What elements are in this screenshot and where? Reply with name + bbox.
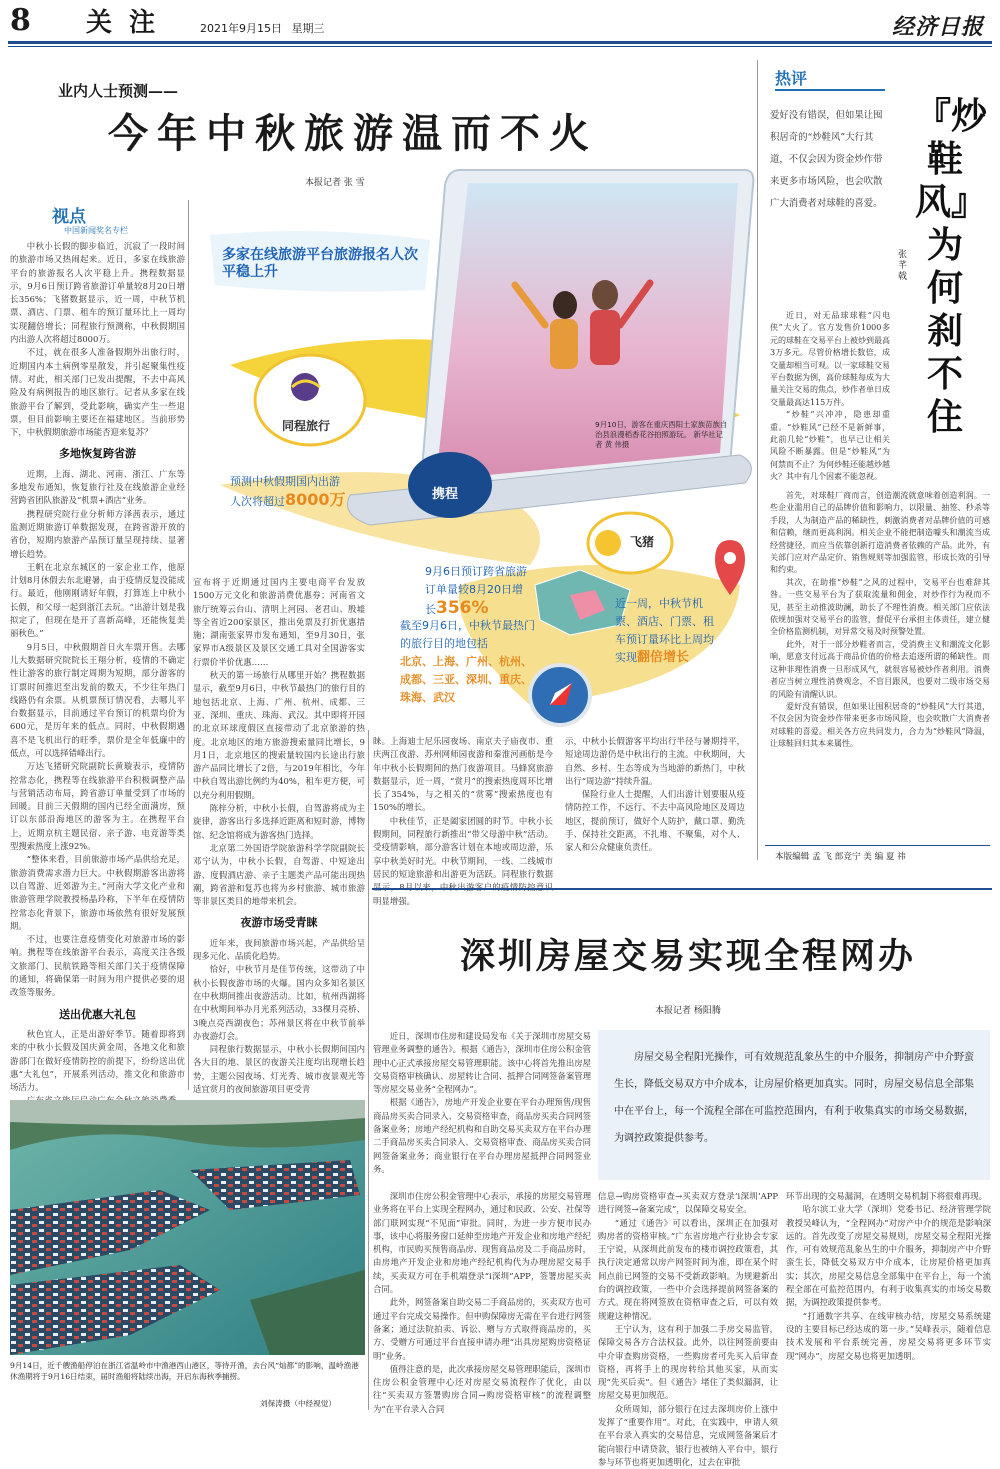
- viewpoint-tag: [52, 202, 162, 236]
- paragraph: 中秋佳节，正是阖家团圆的时节。中秋小长假期间，同程旅行新推出“带父母游中秋”活动。受疫情影响，部分游客计划在本地或周边游，乐享中秋美好时光。中秋节期间，一线、二线城市居民的短途旅游和出游更为活跃。同程旅行数据 明显增强。: [373, 815, 553, 906]
- paragraph: 携程研究院行业分析师方泽茜表示，通过监测近期旅游订单数据发现，在跨省游开放的省份，短期内旅游产品预订量呈现持续、显著增长趋势。: [10, 508, 185, 559]
- headline-char: 何: [926, 267, 963, 309]
- headline-char: 鞋: [926, 138, 963, 180]
- housing-byline: 本报记者 杨阳腾: [655, 1006, 721, 1016]
- paragraph: 王帆在北京东城区的一家企业工作，他原计划8月休假去东北避暑，由于疫情反复没能成行。最近，他刚刚请好年假，打算连上中秋小长假，和父母一起到浙江去玩。“出游计划是我拟定了，但现在是开了喜新高峰，还能恢复美丽秋色。”: [10, 561, 185, 639]
- subheading-cross-province: 多地恢复跨省游: [59, 447, 136, 461]
- paragraph: 秋天的第一场旅行从哪里开始？携程数据显示，截至9月6日，中秋节最热门的旅行目的地包括北京、上海、广州、杭州、成都、三亚、深圳、重庆、珠海、武汉。其中即将开园的北京环球度假区直接带动了北京旅游的热度。北京地区的地方旅游搜索量同比增长，9月1日，北京地区的搜索量较国内长途出行旅游产品同比增长了2倍，与2019年相比，今年中秋自驾出游比例约为40%，租车更方便，可以充分利用假期。: [193, 670, 365, 800]
- paragraph: 陈梓分析，中秋小长假，自驾游将成为主旋律，游客出行多选择近距离和短时游，博物馆、纪念馆将成为游客热门选择。: [193, 803, 365, 840]
- tongcheng-stat: [230, 473, 440, 511]
- paragraph: 深圳市住房公积金管理中心表示，承接的房屋交易管理业务将在平台上实现全程网办，通过和民政、公安、社保等部门联网实现“不见面”审批。同时，为进一步方便市民办事，该中心将服务窗口延伸至房地产开发企业和房地产经纪机构，市民购买预售商品房、现售商品房及二手商品房时，由房地产开发企业和房地产经纪机构代为办理房屋交易手续，买卖双方可在手机端登录“i深圳”APP，签署房屋买卖合同。: [373, 1191, 591, 1295]
- tongcheng-label: 同程旅行: [282, 419, 331, 433]
- date-text: 2021年9月15日: [200, 22, 282, 35]
- paragraph: 哈尔滨工业大学（深圳）党委书记、经济管理学院教授吴峰认为，“全程网办”对房产中介的规范是影响深远的。首先改变了房屋交易规则，房屋交易全程阳光操作，可有效规范乱象丛生的中介服务，抑制房产中介野蛮生长，降低交易双方中介成本，让房屋价格更加真实；其次，房屋交易信息全部集中在平台上，每一个流程全部在可监控范围内，有利于收集真实的市场交易数据，为调控政策提供参考。: [786, 1204, 991, 1308]
- fliggy-highlight: 翻倍增长: [637, 650, 690, 665]
- fliggy-stat: [615, 595, 715, 667]
- photo-credit: 新华社记者 黄 伟摄: [595, 430, 724, 449]
- paragraph: 爱好没有错误，但如果让囤积居奇的“炒鞋风”大行其道，不仅会因为资金炒作带来更多市场风险，也会吹散广大消费者对球鞋的喜爱。相关各方应共同发力，合力为“炒鞋风”降温，让球鞋回归其本来属性。: [770, 701, 990, 749]
- tourism-byline: 本报记者 张 雪: [305, 178, 365, 188]
- paragraph: 万达飞猪研究院副院长黄璇表示，疫情防控常态化，携程等在线旅游平台积极调整产品与营销活动布局，跨省游订单量受到了市场的回暖。目前三天假期的国内已经全面满房，预订以东部沿海地区的游客为主。在携程平台上，近期京杭主题民宿、亲子游、电竞游等类型搜索热度上涨92%。: [10, 761, 185, 852]
- commentary-tag: 热评: [775, 66, 885, 91]
- paragraph: 示，中秋小长假游客平均出行半径与暑期持平，短途周边游仍是中秋出行的主流。中秋期间，大自然、乡村、生态等成为当地游的新热门，中秋出行“周边游”持续升温。: [565, 736, 745, 786]
- tongcheng-line2: [230, 491, 440, 511]
- commentary-headline: [915, 95, 988, 439]
- headline-char: 不: [926, 353, 963, 395]
- housing-summary: 房屋交易全程阳光操作，可有效规范乱象丛生的中介服务，抑制房产中介野蛮生长，降低交易双方中介成本，让房屋价格更加真实。同时，房屋交易信息全部集中在平台上，每一个流程全部在可监控范围内，有利于收集真实的市场交易数据，为调控政策提供参考。: [614, 1052, 974, 1144]
- paragraph: 近日，深圳市住房和建设局发布《关于深圳市房屋交易管理业务调整的通告》。根据《通告》，深圳市住房公积金管理中心正式承接房屋交易管理职能。该中心将首先推出房屋交易资格审核确认、房屋转让合同、抵押合同网签备案管理等房屋交易业务“全程网办”。: [373, 1031, 591, 1095]
- tongcheng-text2: 人次将超过: [230, 495, 285, 508]
- paragraph: 首先，对球鞋厂商而言，创造潮流就意味着创造利润。一些企业滥用自己的品牌价值和影响力，以限量、抽签、秒杀等手段，人为制造产品的稀缺性，刺激消费者对品牌价值的可感和信赖，继而更高利润。相关企业不能把制造噱头和潮流当成经营捷径，而应当依靠创新打造消费者依赖的产品。此外，有关部门应对产品定价、销售规则等加强监管，形成长效的引导和约束。: [770, 491, 990, 575]
- viewpoint-title: 视点: [52, 207, 86, 227]
- paragraph: 信息→购房资格审查→买卖双方登录‘i深圳’APP进行网签→备案完成”，以保障交易安全。: [598, 1191, 778, 1215]
- paragraph: 北京第二外国语学院旅游科学学院副院长邓宁认为，中秋小长假，自驾游、中短途出游、度假酒店游、亲子主题类产品可能出现热潮，跨省游和复苏也将为乡村旅游、城市旅游等非景区类目的地带来机会。: [193, 842, 365, 907]
- headline-char: 『炒: [915, 95, 988, 137]
- section-name: 关 注: [86, 8, 160, 38]
- paragraph: 不过，也要注意疫情变化对旅游市场的影响。携程等在线旅游平台表示，高度关注各级文旅部门、民航铁路等相关部门关于疫情保障的通知，将确保第一时间为用户提供必要的退改签等服务。: [10, 934, 185, 998]
- ctrip-line2: 订单量较8月20日增: [425, 583, 523, 596]
- destination-cities: 北京、上海、广州、杭州、成都、三亚、深圳、重庆、珠海、武汉: [400, 655, 532, 704]
- paragraph: “炒鞋”兴冲冲，隐患却重重。“炒鞋风”已经不是新鲜事，此前几轮“炒鞋”，也早已让相关风险不断暴露。但是“炒鞋风”为何禁而不止？为何炒鞋还能越炒越火？其中有几个因素不能忽视。: [770, 410, 890, 482]
- paragraph: 此外，对于一部分炒鞋者而言，受消费主义和潮流文化影响，愿意支付远高于商品价值的价格去追逐所谓的稀缺性。而这种非理性消费一旦形成风气，就很容易被炒作者利用。消费者应当树立理性消费观念，不盲目跟风，也要对二级市场交易的风险有清醒认识。: [770, 639, 990, 699]
- column-divider: [188, 200, 189, 1090]
- subheading-gift-pack: 送出优惠大礼包: [59, 1007, 136, 1021]
- paragraph: 近年来，夜间旅游市场兴起，产品供给呈现多元化、品质化趋势。: [193, 937, 365, 962]
- port-caption: 9月14日，近千艘渔船停泊在浙江省温岭市中渔港西山港区，等待开渔，去台风“灿都”的影响，温岭渔港休渔期将于9月16日结束，届时渔船将陆续出海，开启东海秋季捕捞。: [10, 1361, 359, 1381]
- housing-column-4: [786, 1190, 991, 1415]
- port-credit: 刘保涛摄（中经视觉）: [260, 1399, 336, 1408]
- ctrip-stat: [425, 563, 545, 619]
- photo-caption: [595, 420, 730, 450]
- page-editors: 本版编辑 孟 飞 郎竞宁 美 编 夏 祎: [775, 852, 906, 862]
- tongcheng-line1: 预测中秋假期国内出游: [230, 475, 340, 488]
- tongcheng-number: 8000万: [285, 490, 346, 509]
- paragraph: 值得注意的是，此次承接房屋交易管理职能后，深圳市住房公积金管理中心还对房屋交易流程作了优化，由以往“买卖双方签署购房合同→购房资格审核”的流程调整为“在平台录入合同: [373, 1363, 591, 1414]
- weekday-text: 星期三: [291, 22, 325, 35]
- paper-logo: 经济日报: [891, 14, 984, 40]
- paragraph: 同程旅行数据显示，中秋小长假期间国内各大目的地、景区的夜游关注度均出现增长趋势，主题公园夜场、灯光秀、城市夜景观光等适宜赏月的夜间旅游项目更受青: [193, 1044, 365, 1094]
- headline-char: 住: [926, 396, 963, 438]
- tourism-column-2: [193, 576, 365, 1094]
- headline-char: 刹: [926, 310, 963, 352]
- headline-char: 为: [926, 224, 963, 266]
- tourism-column-3: [373, 735, 553, 906]
- paragraph: 近期，上海、湖北、河南、浙江、广东等多地发布通知，恢复旅行社及在线旅游企业经营跨省团队旅游及“机票+酒店”业务。: [10, 468, 185, 506]
- infographic-banner: 多家在线旅游平台旅游报名人次平稳上升: [222, 247, 418, 280]
- fliggy-label: 飞猪: [630, 535, 655, 549]
- commentary-body-main: [770, 490, 990, 845]
- housing-summary-box: [598, 1030, 990, 1180]
- ctrip-line3: [425, 599, 545, 619]
- paragraph: 众所周知，部分银行在过去深圳房价上涨中发挥了“重要作用”。对此，在实践中，申请人须在平台录入真实的交易信息，完成网签备案后才能向银行申请贷款，银行也被纳入平台中，银行参与环节也将更加透明化，过去在审批: [598, 1403, 778, 1467]
- tourism-kicker: 业内人士预测——: [58, 82, 179, 100]
- paragraph: 9月5日，中秋假期首日火车票开售。去哪儿大数据研究院院长王翔分析，疫情的不确定性让游客的旅行制定周期为短期，部分游客的订票时间推迟至出发前的数天，不少往年热门线路仍有余票。从机票预订情况看，去哪儿平台数据显示，目前通过平台预订的机票均价为600元，是历年来的低点。同时，中秋假期遇喜不是飞机出行的旺季，票价是全年低廉中的低点，可以选择错峰出行。: [10, 641, 185, 758]
- paragraph: 睐。上海迪士尼乐园夜场、南京夫子庙夜市、重庆两江夜游、苏州网师园夜游和秦淮河画舫是今年中秋小长假期间的热门夜游项目。马蜂窝旅游数据显示，近一周，“赏月”的搜索热度周环比增长了354%，与之相关的“赏雾”搜索热度也有150%的增长。: [373, 736, 553, 813]
- paragraph: “通过《通告》可以看出，深圳正在加强对购房者的资格审核。”广东省房地产行业协会专家王宁说，从深圳此前发布的楼市调控政策看，其执行决定通常以房产网签时间为准，即在某个时间点前已网签的交易不受新政影响。为规避新出台的调控政策，一些中介会选择提前网签备案的方式。现在将网签放在资格审查之后，可以有效规避这种情况。: [598, 1217, 778, 1321]
- ctrip-text3: 长: [425, 603, 436, 616]
- housing-top-rule: [372, 888, 992, 890]
- subheading-night-tour: 夜游市场受青睐: [240, 916, 318, 930]
- commentary-author: 张 芊 戟: [898, 250, 908, 282]
- masthead-rule: [8, 41, 992, 44]
- issue-date: [200, 23, 325, 35]
- paragraph: 秋色宜人，正是出游好季节。随着即将到来的中秋小长假及国庆黄金周，各地文化和旅游部门在做好疫情防控的前提下，纷纷送出优惠“大礼包”，开展系列活动，推文化和旅游市场活力。: [10, 1028, 185, 1093]
- paragraph: 王宁认为，这有利于加强二手房交易监管，保障交易各方合法权益。此外，以往网签前要由中介审查购房资格，一些购房者可先买入后审查资格，再将手上的现房转给其他买家，从而实现“先买后卖”。但《通告》堵住了类似漏洞，让房屋交易更加规范。: [598, 1323, 778, 1401]
- paragraph: 中秋小长假的脚步临近，沉寂了一段时间的旅游市场又热闹起来。近日，多家在线旅游平台的旅游报名人次平稳上升。携程数据显示，9月6日预订跨省旅游订单量较8月20日增长356%；飞猪数据显示，近一周，中秋节机票、酒店、门票、租车的预订量环比上一周均实现翻倍增长；同程旅行预测称，中秋假期国内出游人次将超过8000万。: [10, 241, 185, 345]
- column-divider: [368, 730, 369, 1410]
- tourism-headline: 今年中秋旅游温而不火: [108, 110, 598, 157]
- paragraph: 宣布将于近期通过国内主要电商平台发放1500万元文化和旅游消费优惠券；河南省文旅厅统筹云台山、清明上河园、老君山、殷墟等全省近200家景区，推出免票及打折优惠措施；湖南张家界市发布通知，至9月30日，张家界市A级景区及景区交通工具对全国游客实行票价半价优惠……: [193, 577, 365, 667]
- housing-column-3: [598, 1190, 778, 1467]
- headline-char: 风』: [915, 181, 988, 223]
- commentary-intro: 爱好没有错误，但如果让囤积居奇的“炒鞋风”大行其道，不仅会因为资金炒作带来更多市场风险，也会吹散广大消费者对球鞋的喜爱。: [770, 110, 883, 209]
- page-number: 8: [10, 3, 31, 38]
- housing-column-2: [373, 1190, 591, 1415]
- commentary-body-top: [770, 310, 890, 490]
- paragraph: 近日，对无品球球鞋“闪电侠”大火了。官方发售价1000多元的球鞋在交易平台上被炒到最高3万多元。尽管价格增长数倍，成交量却相当可观。以一家球鞋交易平台数据为例，高价球鞋每成为大量关注交易的焦点，炒作者单日成交量最高达115万件。: [770, 311, 890, 407]
- fliggy-text: 近一周，中秋节机票、酒店、门票、租车预订量环比上周均实现: [615, 597, 714, 664]
- paragraph: “打通数字共享、在线审核办结，房屋交易系统建设的主要目标已经达成的第一步。”吴峰表示，随着信息技术发展和平台系统完善，房屋交易将更多环节实现“网办”，房屋交易也将更加透明。: [786, 1310, 991, 1361]
- paragraph: “整体来看，目前旅游市场产品供给充足，旅游消费需求潜力巨大。中秋假期游客出游将以自驾游、近郊游为主。”河南大学文化产业和旅游管理学院教授杨晶玲称，下半年在疫情防控常态化背景下，旅游市场依然有很好发展预期。: [10, 854, 185, 931]
- masthead-rule-thin: [8, 46, 992, 47]
- paragraph: 恰好，中秋节月是佳节传统，这带动了中秋小长假夜游市场的火爆。国内众多知名景区在中秋期间推出夜游活动。比如，杭州西湖将在中秋期间举办月光系列活动，33棵月亮桥、3晚点亮西湖夜色；苏州景区将在中秋节前举办夜游灯会。: [193, 964, 365, 1041]
- paragraph: 根据《通告》，房地产开发企业要在平台办理预售/现售商品房买卖合同录入、交易资格审查，商品房买卖合同网签备案业务；房地产经纪机构和自助交易买卖双方在平台办理二手商品房买卖合同录入、交易资格审查、商品房买卖合同网签备案业务；商业银行在平台办理房屋抵押合同网签业务。: [373, 1097, 591, 1174]
- port-photo: [10, 1100, 365, 1355]
- housing-headline: 深圳房屋交易实现全程网办: [460, 936, 917, 977]
- housing-column-1: [373, 1030, 591, 1185]
- ctrip-label: 携程: [432, 487, 459, 502]
- paragraph: 保险行业人士提醒，人们出游计划要服从疫情防控工作，不远行、不去中高风险地区及周边地区，提前预订，做好个人防护，戴口罩、勤洗手、保持社交距离，不扎堆、不聚集，对个人、家人和公众健康负责任。: [565, 789, 745, 853]
- port-photo-art: [10, 1100, 365, 1355]
- paragraph: 环节出现的交易漏洞，在透明交易机制下将很难再现。: [786, 1191, 987, 1201]
- paragraph: 此外，网签备案自助交易二手商品房的，买卖双方也可通过平台完成交易操作。但申购保障房无需在平台进行网签备案；通过法院拍卖、诉讼、赠与方式取得商品房的，买方、受赠方可通过平台直接申请办理“出具房屋购房资格证明”业务。: [373, 1297, 591, 1361]
- ctrip-line1: 9月6日预订跨省旅游: [425, 565, 527, 578]
- destination-block: [400, 617, 540, 707]
- paragraph: 其次，在助推“炒鞋”之风的过程中，交易平台也难辞其咎。一些交易平台为了获取流量和佣金，对炒作行为视而不见，甚至主动推波助澜，助长了不理性消费。相关部门应依法依规加强对交易平台的监管，督促平台承担主体责任，建立健全价格监测机制，对异常交易及时预警处置。: [770, 577, 990, 637]
- paragraph: 不过，就在很多人准备假期外出旅行时，近期国内本土病例零星散发，并引起聚集性疫情。对此，相关部门已发出提醒，不去中高风险及有病例报告的地区旅行。记者从多家在线旅游平台了解到，受此影响，确实产生一些退票，但目前影响主要还在福建地区。当前形势下，中秋假期旅游市场能否迎来复苏？: [10, 347, 185, 438]
- viewpoint-subtitle: 中国新闻奖名专栏: [64, 226, 128, 235]
- photo-caption-text: 9月10日，游客在重庆酉阳土家族苗族自治县浪漫稻香花谷拍照游玩。: [595, 420, 728, 439]
- ctrip-number: 356%: [436, 598, 489, 618]
- tourism-column-1: [10, 240, 185, 1093]
- tourism-column-4: [565, 735, 745, 885]
- editors-rule: [765, 845, 990, 846]
- destination-text: 截至9月6日，中秋节最热门的旅行目的地包括: [400, 619, 535, 650]
- commentary-divider: [757, 60, 758, 860]
